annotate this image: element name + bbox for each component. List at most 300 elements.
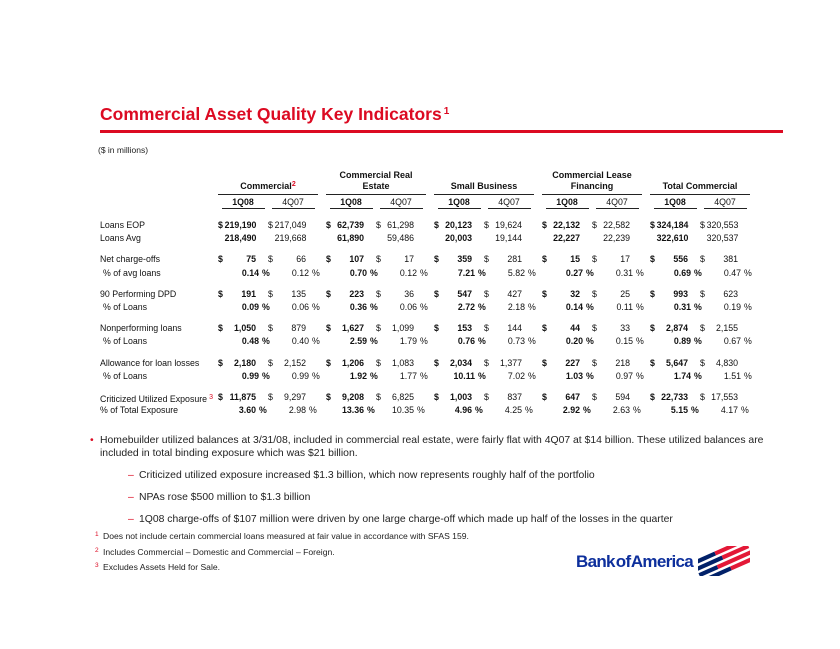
table-row-group xyxy=(434,357,534,370)
percent-sign: % xyxy=(633,405,641,416)
sub-bullet xyxy=(128,491,766,504)
sub-bullet-text: Criticized utilized exposure increased $1.3 billion, which now represents roughly half of the portfolio xyxy=(139,470,595,481)
cell-value: 227 xyxy=(565,357,580,368)
table-row-group xyxy=(653,267,753,280)
cell-value: 2,152 xyxy=(283,357,306,368)
quarter-header-group xyxy=(542,197,642,209)
cell-value: 2,180 xyxy=(233,357,256,368)
table-row-group xyxy=(434,404,534,417)
table-cell xyxy=(700,357,750,370)
percent-sign: % xyxy=(312,267,320,278)
dollar-sign: $ xyxy=(592,220,597,230)
table-cell xyxy=(218,404,268,417)
dollar-sign: $ xyxy=(484,391,489,402)
dollar-sign: $ xyxy=(542,357,547,368)
dollar-sign: $ xyxy=(700,220,705,230)
dollar-sign: $ xyxy=(376,357,381,368)
footnote-number: 2 xyxy=(95,546,99,554)
column-group-header xyxy=(218,168,318,195)
table-cell xyxy=(437,335,487,348)
table-cell xyxy=(434,232,484,245)
table-row-group xyxy=(545,335,645,348)
percent-sign: % xyxy=(694,301,702,312)
table-cell xyxy=(487,370,537,383)
cell-value: 191 xyxy=(241,288,256,299)
table-cell xyxy=(487,301,537,314)
table-row-group xyxy=(326,253,426,266)
table-cell xyxy=(592,232,642,245)
percent-sign: % xyxy=(262,267,270,278)
quarter-header: 4Q07 xyxy=(484,197,534,209)
table-row-group xyxy=(545,267,645,280)
table-cell xyxy=(221,370,271,383)
cell-value: 20,123 xyxy=(445,220,472,230)
dollar-sign: $ xyxy=(326,254,331,265)
cell-value: 2.98 xyxy=(288,405,306,416)
page-title-text: Commercial Asset Quality Key Indicators xyxy=(100,104,442,124)
dollar-sign: $ xyxy=(592,391,597,402)
column-group-header-line: Estate xyxy=(362,181,390,191)
cell-value: 0.31 xyxy=(673,301,691,312)
table-cell xyxy=(271,370,321,383)
table-row-group xyxy=(221,301,321,314)
table-row-group xyxy=(542,404,642,417)
dollar-sign: $ xyxy=(376,391,381,402)
table-row-group xyxy=(221,335,321,348)
quarter-header-group xyxy=(434,197,534,209)
table-cell xyxy=(542,288,592,301)
table-row xyxy=(100,357,761,370)
dollar-sign: $ xyxy=(376,288,381,299)
cell-value: 61,890 xyxy=(337,233,364,244)
percent-sign: % xyxy=(262,301,270,312)
cell-value: 1.79 xyxy=(399,336,417,347)
cell-value: 4.25 xyxy=(504,405,522,416)
percent-sign: % xyxy=(262,336,270,347)
table-row-group xyxy=(650,219,750,232)
table-row-group xyxy=(218,232,318,245)
table-cell xyxy=(650,232,700,245)
percent-sign: % xyxy=(744,336,752,347)
table-row-group xyxy=(650,357,750,370)
percent-sign: % xyxy=(370,336,378,347)
cell-value: 75 xyxy=(246,254,256,265)
cell-value: 22,582 xyxy=(603,220,630,230)
table-cell xyxy=(376,219,426,232)
table-row-group xyxy=(650,232,750,245)
percent-sign: % xyxy=(694,370,702,381)
table-cell xyxy=(484,322,534,335)
title-underline xyxy=(100,130,783,133)
column-group-header xyxy=(542,168,642,195)
table-cell xyxy=(437,301,487,314)
footnote-text: Does not include certain commercial loans measured at fair value in accordance with SFAS 159. xyxy=(100,531,469,541)
row-label: Criticized Utilized Exposure $^3$ xyxy=(100,393,213,404)
table-row xyxy=(100,391,761,404)
table-cell xyxy=(434,288,484,301)
table-cell xyxy=(653,267,703,280)
footnote-text: Includes Commercial – Domestic and Commercial – Foreign. xyxy=(100,546,335,557)
dollar-sign: $ xyxy=(268,288,273,299)
table-cell xyxy=(653,335,703,348)
dollar-sign: $ xyxy=(484,288,489,299)
row-label: Net charge-offs xyxy=(100,254,160,265)
dollar-sign: $ xyxy=(218,254,223,265)
footnote xyxy=(95,559,469,575)
table-cell xyxy=(542,391,592,404)
percent-sign: % xyxy=(312,301,320,312)
table-row-group xyxy=(650,404,750,417)
cell-value: 0.40 xyxy=(291,336,309,347)
table-cell xyxy=(542,322,592,335)
cell-value: 0.12 xyxy=(291,267,309,278)
table-cell xyxy=(434,253,484,266)
table-cell xyxy=(434,219,484,232)
table-cell xyxy=(218,391,268,404)
table-cell xyxy=(326,288,376,301)
table-cell xyxy=(218,253,268,266)
percent-sign: % xyxy=(528,301,536,312)
table-cell xyxy=(376,232,426,245)
row-label: % of Loans xyxy=(103,370,148,381)
table-cell xyxy=(218,357,268,370)
percent-sign: % xyxy=(741,405,749,416)
table-row-spacer xyxy=(100,383,761,391)
cell-value: 61,298 xyxy=(387,220,414,230)
dollar-sign: $ xyxy=(434,391,439,402)
table-row-group xyxy=(434,232,534,245)
percent-sign: % xyxy=(744,301,752,312)
page-title xyxy=(100,104,449,125)
cell-value: 0.20 xyxy=(565,336,583,347)
dollar-sign: $ xyxy=(326,357,331,368)
table-cell xyxy=(326,322,376,335)
dollar-sign: $ xyxy=(700,254,705,265)
dollar-sign: $ xyxy=(434,357,439,368)
table-row-group xyxy=(326,322,426,335)
cell-value: 4,830 xyxy=(715,357,738,368)
quarter-header: 4Q07 xyxy=(376,197,426,209)
table-row-group xyxy=(218,288,318,301)
footnote-number: 3 xyxy=(95,562,99,569)
table-cell xyxy=(650,404,700,417)
dollar-sign: $ xyxy=(542,323,547,334)
table-row xyxy=(100,370,761,383)
cell-value: 320,553 xyxy=(706,220,739,230)
cell-value: 381 xyxy=(723,254,738,265)
dollar-sign: $ xyxy=(268,357,273,368)
table-row-group xyxy=(437,301,537,314)
cell-value: 219,190 xyxy=(224,220,257,230)
dollar-sign: $ xyxy=(700,323,705,334)
table-row-spacer xyxy=(100,314,761,322)
table-cell xyxy=(703,267,753,280)
table-body xyxy=(100,219,761,417)
dollar-sign: $ xyxy=(218,323,223,334)
cell-value: 9,297 xyxy=(283,391,306,402)
table-cell xyxy=(700,404,750,417)
table-row-group xyxy=(434,391,534,404)
dollar-sign: $ xyxy=(650,288,655,299)
row-label: % of Loans xyxy=(103,336,148,347)
cell-value: 2.63 xyxy=(612,405,630,416)
cell-value: 0.48 xyxy=(241,336,259,347)
table-cell xyxy=(487,267,537,280)
cell-value: 0.31 xyxy=(615,267,633,278)
cell-value: 217,049 xyxy=(274,220,307,230)
cell-value: 1,627 xyxy=(341,323,364,334)
table-cell xyxy=(329,267,379,280)
dollar-sign: $ xyxy=(218,391,223,402)
table-row-group xyxy=(434,253,534,266)
dollar-sign: $ xyxy=(218,288,223,299)
dollar-sign: $ xyxy=(700,357,705,368)
group-footnote-marker: 2 xyxy=(291,181,296,188)
table-cell xyxy=(650,288,700,301)
quarter-header: 1Q08 xyxy=(542,197,592,209)
table-row-group xyxy=(650,391,750,404)
table-row-group xyxy=(542,322,642,335)
cell-value: 15 xyxy=(570,254,580,265)
dollar-sign: $ xyxy=(542,220,547,230)
cell-value: 837 xyxy=(507,391,522,402)
table-cell xyxy=(484,404,534,417)
percent-sign: % xyxy=(525,405,533,416)
cell-value: 427 xyxy=(507,288,522,299)
table-row-group xyxy=(542,391,642,404)
dollar-sign: $ xyxy=(268,391,273,402)
table-row-group xyxy=(326,288,426,301)
cell-value: 219,668 xyxy=(274,233,307,244)
quarter-header: 4Q07 xyxy=(268,197,318,209)
cell-value: 879 xyxy=(291,323,306,334)
table-cell xyxy=(221,335,271,348)
table-cell xyxy=(221,267,271,280)
table-cell xyxy=(326,391,376,404)
table-cell xyxy=(650,391,700,404)
cell-value: 2,155 xyxy=(715,323,738,334)
table-cell xyxy=(268,288,318,301)
percent-sign: % xyxy=(744,370,752,381)
table-cell xyxy=(484,232,534,245)
cell-value: 0.14 xyxy=(241,267,259,278)
table-cell xyxy=(379,370,429,383)
table-cell xyxy=(700,253,750,266)
table-cell xyxy=(268,357,318,370)
units-note: ($ in millions) xyxy=(98,145,149,155)
dollar-sign: $ xyxy=(542,254,547,265)
cell-value: 33 xyxy=(620,323,630,334)
percent-sign: % xyxy=(370,267,378,278)
percent-sign: % xyxy=(478,301,486,312)
cell-value: 22,132 xyxy=(553,220,580,230)
table-row-group xyxy=(434,219,534,232)
percent-sign: % xyxy=(420,267,428,278)
table-row xyxy=(100,219,761,232)
table-cell xyxy=(703,335,753,348)
table-row-group xyxy=(437,370,537,383)
table-row xyxy=(100,335,761,348)
cell-value: 0.73 xyxy=(507,336,525,347)
cell-value: 2.92 xyxy=(562,405,580,416)
cell-value: 13.36 xyxy=(341,405,364,416)
table-cell xyxy=(326,357,376,370)
table-cell xyxy=(437,370,487,383)
table-row-group xyxy=(545,370,645,383)
dollar-sign: $ xyxy=(650,357,655,368)
cell-value: 1,083 xyxy=(391,357,414,368)
table-cell xyxy=(379,301,429,314)
percent-sign: % xyxy=(259,405,267,416)
table-row-group xyxy=(542,357,642,370)
table-row-group xyxy=(218,391,318,404)
table-cell xyxy=(268,232,318,245)
percent-sign: % xyxy=(420,336,428,347)
percent-sign: % xyxy=(312,370,320,381)
quarter-header: 4Q07 xyxy=(700,197,750,209)
dash-icon: – xyxy=(128,492,134,503)
percent-sign: % xyxy=(417,405,425,416)
cell-value: 5.15 xyxy=(670,405,688,416)
cell-value: 11,875 xyxy=(229,391,256,402)
cell-value: 0.06 xyxy=(291,301,309,312)
percent-sign: % xyxy=(528,336,536,347)
quarter-header-group xyxy=(326,197,426,209)
dollar-sign: $ xyxy=(700,288,705,299)
table-row-spacer xyxy=(100,280,761,288)
table-cell xyxy=(434,391,484,404)
table-row-group xyxy=(437,335,537,348)
cell-value: 647 xyxy=(565,391,580,402)
table-cell xyxy=(700,391,750,404)
cell-value: 2,874 xyxy=(665,323,688,334)
table-cell xyxy=(595,267,645,280)
cell-value: 320,537 xyxy=(706,233,739,244)
table-row-group xyxy=(329,335,429,348)
cell-value: 32 xyxy=(570,288,580,299)
table-cell xyxy=(700,288,750,301)
asset-quality-table xyxy=(100,168,761,417)
quarter-header: 1Q08 xyxy=(650,197,700,209)
quarter-header: 1Q08 xyxy=(326,197,376,209)
table-group-headers xyxy=(218,168,761,195)
table-cell xyxy=(434,357,484,370)
cell-value: 0.89 xyxy=(673,336,691,347)
cell-value: 0.09 xyxy=(241,301,259,312)
cell-value: 17 xyxy=(620,254,630,265)
table-row-group xyxy=(329,370,429,383)
table-row-group xyxy=(650,253,750,266)
cell-value: 0.47 xyxy=(723,267,741,278)
table-row-group xyxy=(653,301,753,314)
table-cell xyxy=(592,404,642,417)
table-row-group xyxy=(329,267,429,280)
cell-value: 1,003 xyxy=(449,391,472,402)
percent-sign: % xyxy=(586,267,594,278)
cell-value: 9,208 xyxy=(341,391,364,402)
quarter-header: 1Q08 xyxy=(218,197,268,209)
cell-value: 19,144 xyxy=(495,233,522,244)
cell-value: 20,003 xyxy=(445,233,472,244)
cell-value: 0.76 xyxy=(457,336,475,347)
percent-sign: % xyxy=(478,336,486,347)
cell-value: 17,553 xyxy=(711,391,738,402)
table-row-group xyxy=(545,301,645,314)
cell-value: 1.77 xyxy=(399,370,417,381)
row-label: Loans EOP xyxy=(100,220,145,230)
table-row-group xyxy=(542,288,642,301)
cell-value: 22,239 xyxy=(603,233,630,244)
cell-value: 7.21 xyxy=(457,267,475,278)
table-cell xyxy=(376,253,426,266)
sub-bullet-text: 1Q08 charge-offs of $107 million were driven by one large charge-off which made up half of the losses in the quarter xyxy=(139,514,673,525)
table-cell xyxy=(650,253,700,266)
table-row-group xyxy=(542,219,642,232)
cell-value: 17 xyxy=(404,254,414,265)
column-group-header-line: Small Business xyxy=(450,181,518,191)
cell-value: 218,490 xyxy=(224,233,257,244)
dollar-sign: $ xyxy=(542,288,547,299)
table-row-group xyxy=(221,370,321,383)
table-row-group xyxy=(218,322,318,335)
table-cell xyxy=(545,335,595,348)
bank-of-america-logo xyxy=(576,548,750,576)
cell-value: 0.12 xyxy=(399,267,417,278)
cell-value: 153 xyxy=(457,323,472,334)
cell-value: 0.27 xyxy=(565,267,583,278)
table-cell xyxy=(268,253,318,266)
percent-sign: % xyxy=(312,336,320,347)
table-cell xyxy=(484,288,534,301)
footnote-text: Excludes Assets Held for Sale. xyxy=(100,562,221,572)
table-cell xyxy=(592,219,642,232)
cell-value: 0.97 xyxy=(615,370,633,381)
dollar-sign: $ xyxy=(434,323,439,334)
row-label: Loans Avg xyxy=(100,233,141,244)
table-cell xyxy=(592,253,642,266)
percent-sign: % xyxy=(475,405,483,416)
table-cell xyxy=(434,322,484,335)
table-cell xyxy=(542,253,592,266)
percent-sign: % xyxy=(262,370,270,381)
table-cell xyxy=(434,404,484,417)
quarter-header-group xyxy=(650,197,750,209)
dollar-sign: $ xyxy=(376,323,381,334)
percent-sign: % xyxy=(694,267,702,278)
cell-value: 1,099 xyxy=(391,323,414,334)
cell-value: 0.69 xyxy=(673,267,691,278)
footnotes xyxy=(95,528,469,575)
table-row-group xyxy=(650,288,750,301)
table-row xyxy=(100,404,761,417)
table-cell xyxy=(484,219,534,232)
column-group-header-line: Commercial Lease xyxy=(552,170,632,180)
column-group-header-line: Commercial Real xyxy=(339,170,413,180)
cell-value: 1.03 xyxy=(565,370,583,381)
quarter-header-group xyxy=(218,197,318,209)
table-cell xyxy=(329,335,379,348)
percent-sign: % xyxy=(636,301,644,312)
percent-sign: % xyxy=(478,267,486,278)
footnote xyxy=(95,544,469,560)
table-cell xyxy=(329,370,379,383)
table-cell xyxy=(484,357,534,370)
table-cell xyxy=(653,301,703,314)
percent-sign: % xyxy=(309,405,317,416)
row-label: Nonperforming loans xyxy=(100,323,182,334)
percent-sign: % xyxy=(420,370,428,381)
percent-sign: % xyxy=(370,370,378,381)
